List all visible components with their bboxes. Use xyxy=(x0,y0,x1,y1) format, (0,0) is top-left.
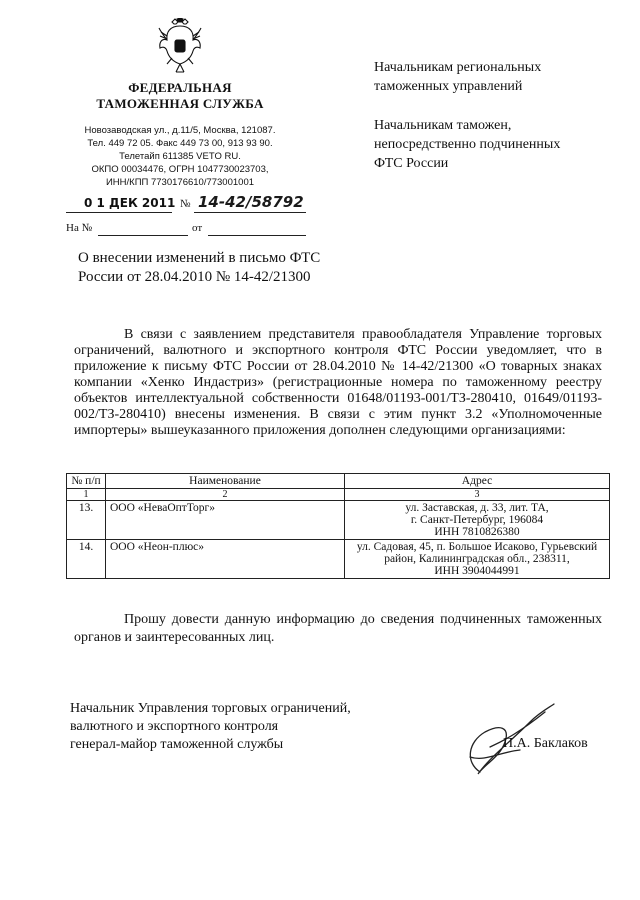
row-address-line3: ИНН 3904044991 xyxy=(434,565,520,577)
subject-line2: России от 28.04.2010 № 14-42/21300 xyxy=(78,269,311,285)
addressee-1-line2: таможенных управлений xyxy=(374,79,523,94)
agency-name-line1: ФЕДЕРАЛЬНАЯ xyxy=(128,80,232,95)
signer-title-line3: генерал-майор таможенной службы xyxy=(70,737,284,752)
date-underline xyxy=(66,212,172,213)
row-number: 13. xyxy=(67,501,106,540)
agency-address-line1: Новозаводская ул., д.11/5, Москва, 121087. xyxy=(84,125,276,136)
table-index-row xyxy=(67,489,610,501)
row-name: ООО «НеваОптТорг» xyxy=(106,501,345,540)
number-underline xyxy=(194,212,306,213)
addressee-2-line2: непосредственно подчиненных xyxy=(374,137,561,152)
reference-number-label: На № xyxy=(66,222,93,234)
reference-date-label: от xyxy=(192,222,203,234)
outgoing-number: 14-42/58792 xyxy=(198,193,304,211)
letter-subject xyxy=(78,249,328,287)
number-label: № xyxy=(180,198,191,210)
header-number: № п/п xyxy=(67,474,106,489)
signer-title-line2: валютного и экспортного контроля xyxy=(70,719,279,734)
importers-table xyxy=(66,473,610,579)
table-row xyxy=(67,540,610,579)
row-address xyxy=(345,501,610,540)
outgoing-date: 0 1 ДЕК 2011 xyxy=(84,196,176,210)
subject-line1: О внесении изменений в письмо ФТС xyxy=(78,250,321,266)
state-emblem-icon xyxy=(158,18,202,76)
header-name: Наименование xyxy=(106,474,345,489)
index-cell-1: 1 xyxy=(67,489,106,501)
row-number: 14. xyxy=(67,540,106,579)
agency-address-line2: Тел. 449 72 05. Факс 449 73 00, 913 93 90. xyxy=(87,138,273,149)
row-address xyxy=(345,540,610,579)
closing-paragraph: Прошу довести данную информацию до сведения подчиненных таможенных органов и заинтересованных лиц. xyxy=(74,612,602,645)
addressee-2-line1: Начальникам таможен, xyxy=(374,118,512,133)
row-address-line2: район, Калининградская обл., 238311, xyxy=(384,553,570,565)
agency-address-line5: ИНН/КПП 7730176610/773001001 xyxy=(105,177,255,188)
agency-address-line4: ОКПО 00034476, ОГРН 1047730023703, xyxy=(91,164,269,175)
row-address-line1: ул. Заставская, д. 33, лит. ТА, xyxy=(405,502,549,514)
table-header-row xyxy=(67,474,610,489)
body-paragraph: В связи с заявлением представителя правообладателя Управление торговых ограничений, валютного и экспортного контроля ФТС России уведомляет, что в приложение к письму ФТС России от 28.04.2010 № 14-42/21300 «О товарных знаках компании «Хенко Индастриз» (регистрационные номера по таможенному реестру объектов интеллектуальной собственности 01648/01193-001/ТЗ-280410, 01649/01193-002/ТЗ-280410) внесены изменения. В связи с этим пункт 3.2 «Уполномоченные импортеры» вышеуказанного приложения дополнен следующими организациями: xyxy=(74,327,602,438)
signer-title-line1: Начальник Управления торговых ограничений, xyxy=(70,701,351,716)
agency-address-line3: Телетайп 611385 VETO RU. xyxy=(119,151,241,162)
row-address-line2: г. Санкт-Петербург, 196084 xyxy=(410,514,544,526)
signer-name: П.А. Баклаков xyxy=(503,736,588,751)
row-address-line3: ИНН 7810826380 xyxy=(434,526,520,538)
row-name: ООО «Неон-плюс» xyxy=(106,540,345,579)
header-address: Адрес xyxy=(345,474,610,489)
addressee-block-2 xyxy=(374,116,614,173)
row-address-line1: ул. Садовая, 45, п. Большое Исаково, Гурьевский xyxy=(356,541,598,553)
reference-date-underline xyxy=(208,235,306,236)
agency-name-line2: ТАМОЖЕННАЯ СЛУЖБА xyxy=(96,96,264,111)
addressee-1-line1: Начальникам региональных xyxy=(374,60,542,75)
index-cell-2: 2 xyxy=(106,489,345,501)
addressee-2-line3: ФТС России xyxy=(374,156,449,171)
index-cell-3: 3 xyxy=(345,489,610,501)
addressee-block-1 xyxy=(374,58,614,96)
table-row xyxy=(67,501,610,540)
reference-number-underline xyxy=(98,235,188,236)
signer-title xyxy=(70,700,390,754)
